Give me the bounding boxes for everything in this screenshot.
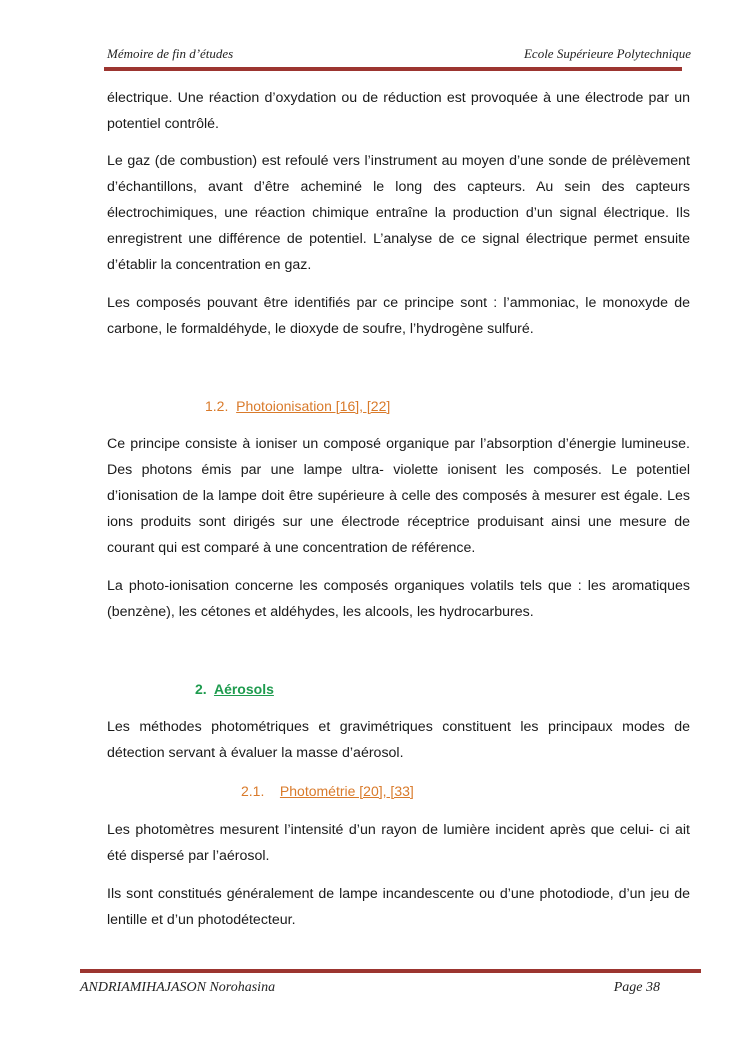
section-number: 2. <box>195 681 207 697</box>
header-left-title: Mémoire de fin d’études <box>107 46 234 61</box>
paragraph: électrique. Une réaction d’oxydation ou de réduction est provoquée à une électrode par un potentiel contrôlé. <box>107 90 690 132</box>
paragraph: Ce principe consiste à ioniser un composé organique par l’absorption d’énergie lumineuse. Des photons émis par une lampe ultra- violette ionisent les composés. Le potentiel d’ionisation de la lampe doit être supérieure à celle des composés à mesurer est égale. Les ions produits sont dirigés sur une électrode réceptrice produisant ainsi une mesure de courant qui est comparé à une concentration de référence. <box>107 436 690 556</box>
section-number: 2.1. <box>241 783 265 799</box>
section-title: Photométrie [20], [33] <box>279 783 414 799</box>
section-title: Photoionisation [16], [22] <box>236 398 391 414</box>
section-title: Aérosols <box>213 681 274 697</box>
section-heading-2-1 <box>241 783 414 799</box>
paragraph: Le gaz (de combustion) est refoulé vers l’instrument au moyen d’une sonde de prélèvement d’échantillons, avant d’être acheminé le long des capteurs. Au sein des capteurs électrochimiques, une réaction chimique entraîne la production d’un signal électrique. Ils enregistrent une différence de potentiel. L’analyse de ce signal électrique permet ensuite d’établir la concentration en gaz. <box>107 153 690 273</box>
paragraph: Les photomètres mesurent l’intensité d’un rayon de lumière incident après que celui- ci ait été dispersé par l’aérosol. <box>107 822 690 864</box>
section-number: 1.2. <box>205 398 229 414</box>
header-rule <box>104 67 682 71</box>
footer-author: ANDRIAMIHAJASON Norohasina <box>80 980 276 995</box>
header-right-title: Ecole Supérieure Polytechnique <box>523 46 691 61</box>
section-heading-1-2 <box>205 398 390 414</box>
paragraph: Les composés pouvant être identifiés par ce principe sont : l’ammoniac, le monoxyde de carbone, le formaldéhyde, le dioxyde de soufre, l’hydrogène sulfuré. <box>107 295 690 337</box>
footer-rule <box>80 969 701 973</box>
section-heading-2 <box>195 681 274 697</box>
paragraph: La photo-ionisation concerne les composés organiques volatils tels que : les aromatiques (benzène), les cétones et aldéhydes, les alcools, les hydrocarbures. <box>107 578 690 620</box>
footer-page-number: Page 38 <box>613 980 660 995</box>
paragraph: Ils sont constitués généralement de lampe incandescente ou d’une photodiode, d’un jeu de lentille et d’un photodétecteur. <box>107 886 690 928</box>
paragraph: Les méthodes photométriques et gravimétriques constituent les principaux modes de détection servant à évaluer la masse d’aérosol. <box>107 719 690 761</box>
